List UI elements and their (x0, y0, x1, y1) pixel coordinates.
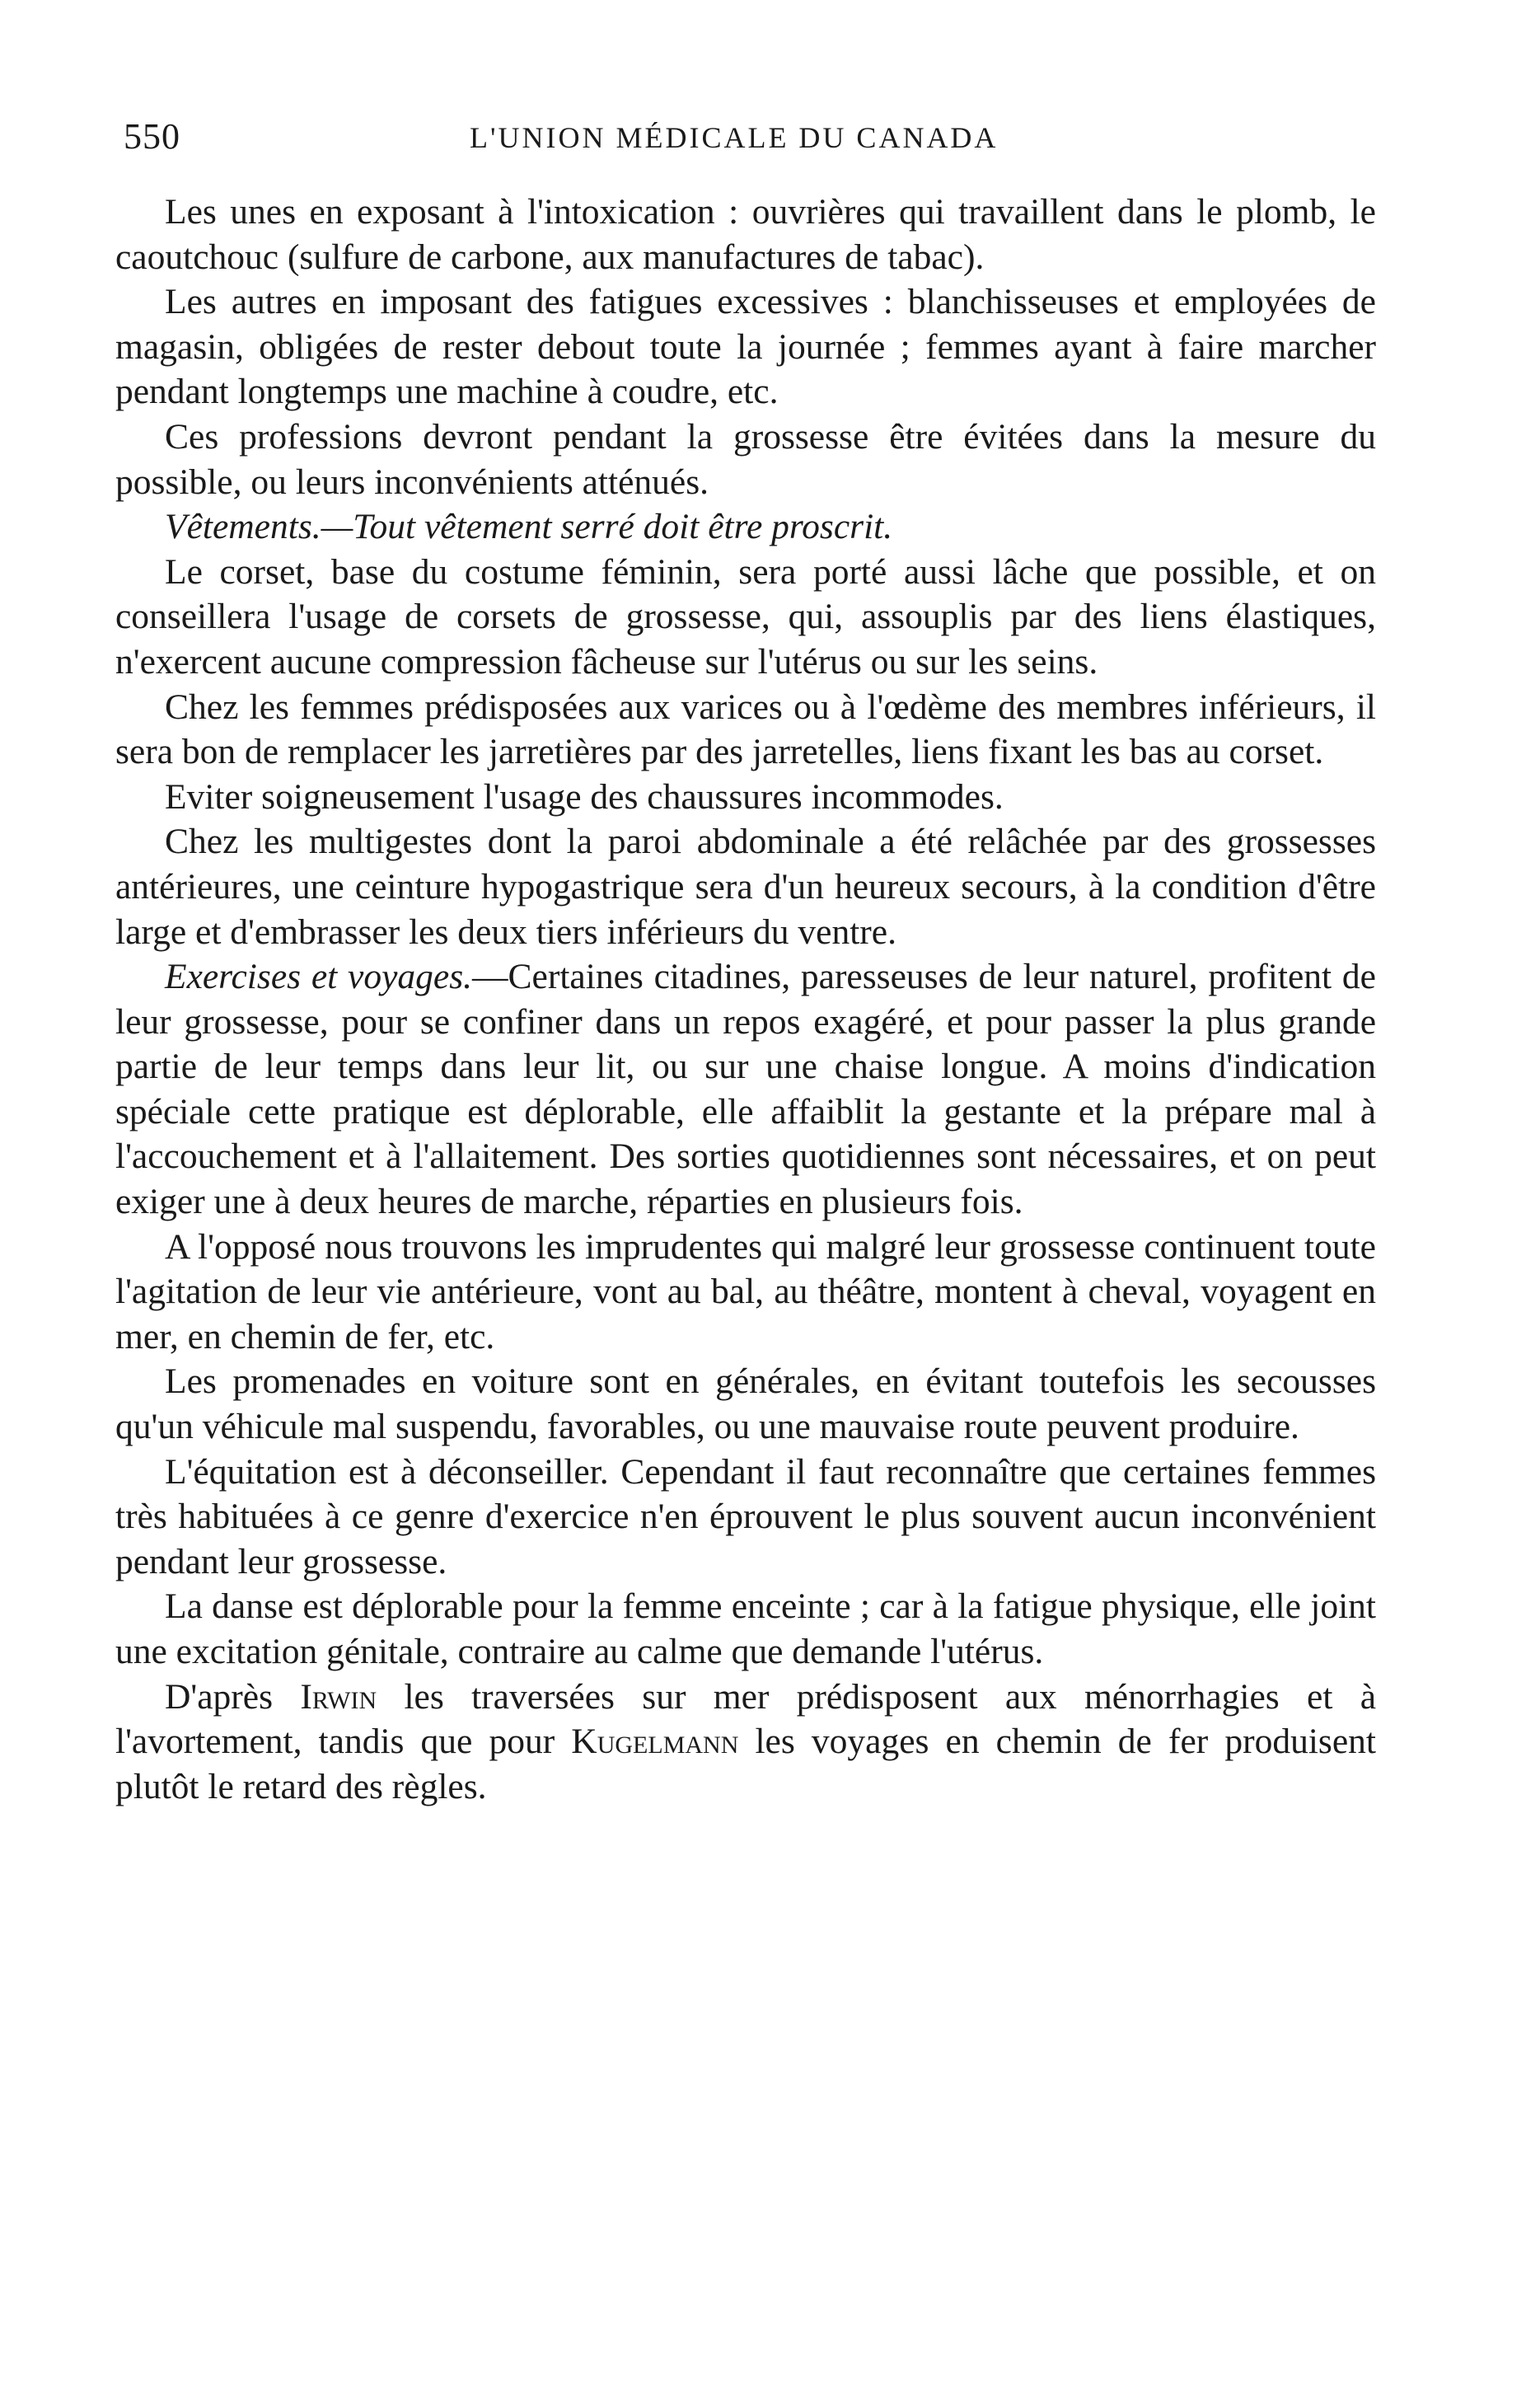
section-paragraph-exercises (115, 954, 1376, 1225)
paragraph-text: Le corset, base du costume féminin, sera porté aussi lâche que possible, et on conseillera l'usage de corsets de grossesse, qui, assouplis par des liens élastiques, n'exercent aucune compression fâcheuse sur l'utérus ou sur les seins. (115, 551, 1376, 682)
section-heading-vetements (115, 504, 1376, 550)
author-name-kugelmann: Kugelmann (571, 1722, 739, 1762)
paragraph-text: Chez les femmes prédisposées aux varices ou à l'œdème des membres inférieurs, il sera bon de remplacer les jarretières par des jarretelles, liens fixant les bas au corset. (115, 686, 1376, 772)
author-name-irwin: Irwin (300, 1676, 377, 1717)
paragraph (115, 1675, 1376, 1810)
paragraph (115, 279, 1376, 415)
paragraph (115, 550, 1376, 685)
paragraph-text: La danse est déplorable pour la femme enceinte ; car à la fatigue physique, elle joint une excitation génitale, contraire au calme que demande l'utérus. (115, 1586, 1376, 1671)
paragraph (115, 1359, 1376, 1449)
running-head (124, 115, 1384, 165)
paragraph-text: les voyages en chemin de fer produisent plutôt le retard des règles. (115, 1722, 1376, 1806)
paragraph-text: Chez les multigestes dont la paroi abdominale a été relâchée par des grossesses antérieures, une ceinture hypogastrique sera d'un heureux secours, à la condition d'être large et d'embrasser les deux tiers inférieurs du ventre. (115, 822, 1376, 952)
paragraph-text: Les unes en exposant à l'intoxication : ouvrières qui travaillent dans le plomb, le caoutchouc (sulfure de carbone, aux manufactures de tabac). (115, 192, 1376, 277)
paragraph-text: D'après (165, 1676, 301, 1717)
paragraph (115, 685, 1376, 775)
paragraph-text: Les promenades en voiture sont en générales, en évitant toutefois les secousses qu'un véhicule mal suspendu, favorables, ou une mauvaise route peuvent produire. (115, 1361, 1376, 1447)
paragraph (115, 775, 1376, 820)
section-heading-text: Vêtements.—Tout vêtement serré doit être proscrit. (165, 507, 893, 547)
paragraph-text: L'équitation est à déconseiller. Cependant il faut reconnaître que certaines femmes très habituées à ce genre d'exercice n'en éprouvent le plus souvent aucun inconvénient pendant leur grossesse. (115, 1451, 1376, 1581)
paragraph-text: A l'opposé nous trouvons les imprudentes qui malgré leur grossesse continuent toute l'agitation de leur vie antérieure, vont au bal, au théâtre, montent à cheval, voyagent en mer, en chemin de fer, etc. (115, 1226, 1376, 1356)
paragraph (115, 190, 1376, 279)
paragraph-text: —Certaines citadines, paresseuses de leur naturel, profitent de leur grossesse, pour se confiner dans un repos exagéré, et pour passer la plus grande partie de leur temps dans leur lit, ou sur une chaise longue. A moins d'indication spéciale cette pratique est déplorable, elle affaiblit la gestante et la prépare mal à l'accouchement et à l'allaitement. Des sorties quotidiennes sont nécessaires, et on peut exiger une à deux heures de marche, réparties en plusieurs fois. (115, 957, 1376, 1222)
paragraph (115, 1225, 1376, 1360)
paragraph-text: les traversées sur mer prédisposent aux ménorrhagies et à l'avortement, tandis que pour (115, 1676, 1377, 1762)
paragraph (115, 415, 1376, 504)
journal-title: L'UNION MÉDICALE DU CANADA (470, 121, 999, 154)
body-text (115, 190, 1376, 1809)
section-heading-text: Exercises et voyages. (165, 957, 473, 997)
paragraph-text: Eviter soigneusement l'usage des chaussures incommodes. (165, 776, 1004, 817)
paragraph (115, 1450, 1376, 1585)
paragraph (115, 1584, 1376, 1674)
paragraph-text: Les autres en imposant des fatigues excessives : blanchisseuses et employées de magasin, obligées de rester debout toute la journée ; femmes ayant à faire marcher pendant longtemps une machine à coudre, etc. (115, 282, 1376, 412)
page-number: 550 (124, 116, 180, 157)
paragraph-text: Ces professions devront pendant la grossesse être évitées dans la mesure du possible, ou leurs inconvénients atténués. (115, 416, 1376, 502)
paragraph (115, 819, 1376, 954)
